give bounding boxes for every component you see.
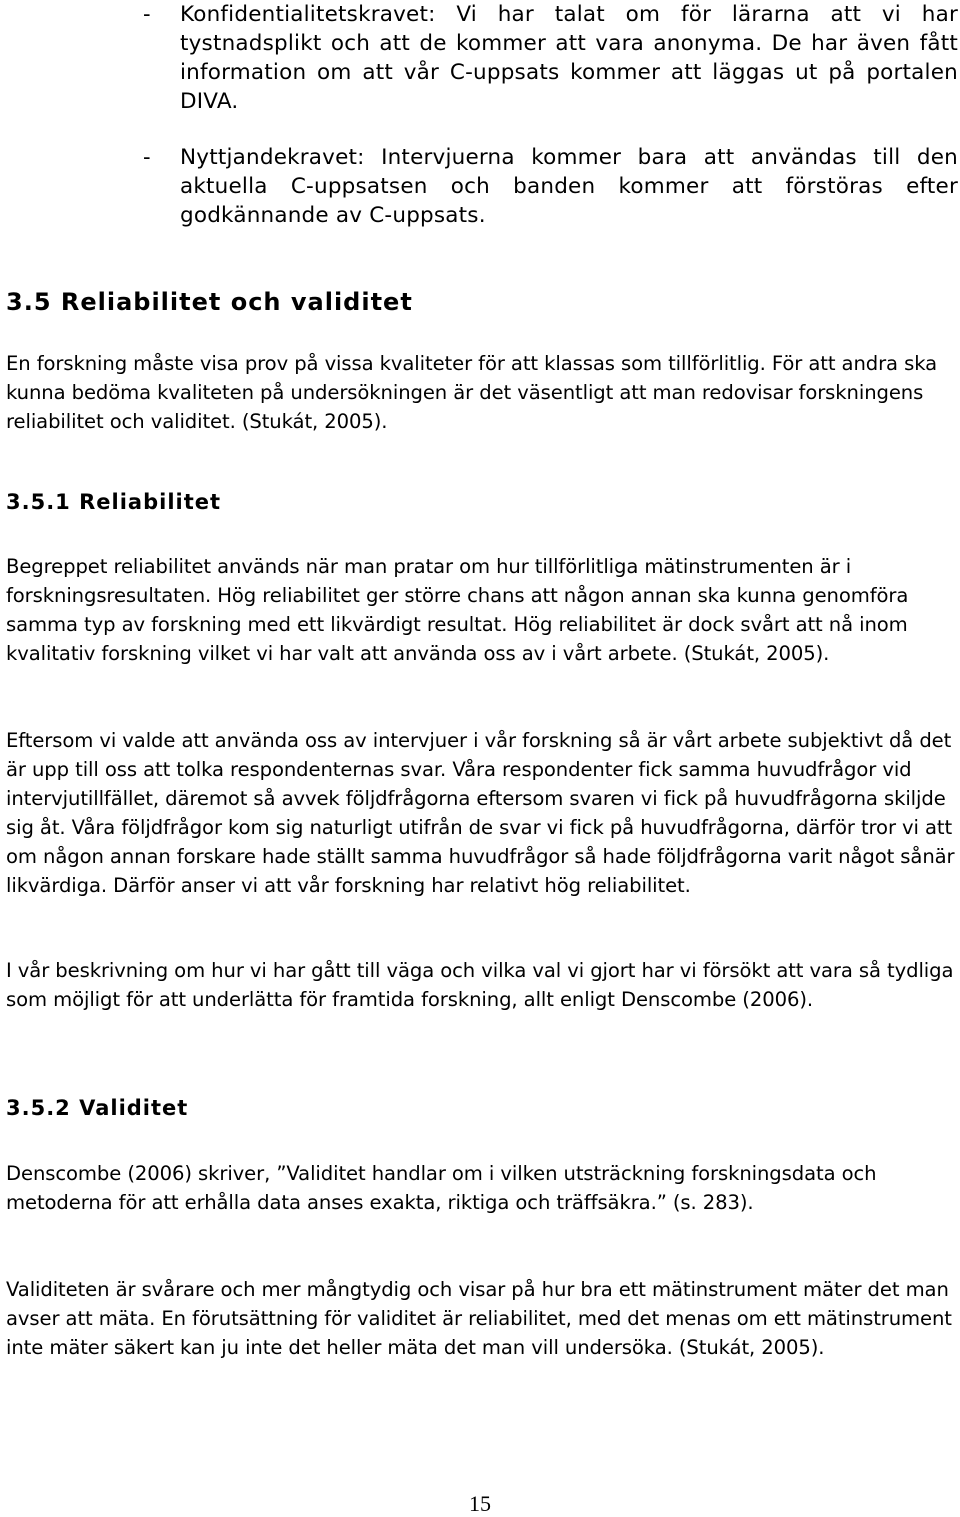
bullet-text-konfidentialitet: Konfidentialitetskravet: Vi har talat om för lärarna att vi har tystnadsplikt och att de kommer att vara anonyma. De har även fått information om att vår C-uppsats kommer att läggas ut på portalen DIVA. xyxy=(180,2,958,114)
paragraph-validitet-2: Validiteten är svårare och mer mångtydig och visar på hur bra ett mätinstrument mäter det man avser att mäta. En förutsättning för validitet är reliabilitet, med det menas om ett mätinstrument inte mäter säkert kan ju inte det heller mäta det man vill undersöka. (Stukát, 2005). xyxy=(6,1278,952,1359)
bullet-dash: - xyxy=(143,145,151,169)
section-heading-3-5: 3.5 Reliabilitet och validitet xyxy=(6,288,413,316)
paragraph-reliabilitet-3: I vår beskrivning om hur vi har gått till väga och vilka val vi gjort har vi försökt att vara så tydliga som möjligt för att underlätta för framtida forskning, allt enligt Denscombe (2006). xyxy=(6,959,954,1011)
page-number: 15 xyxy=(469,1491,491,1516)
bullet-dash: - xyxy=(143,2,151,26)
paragraph-validitet-1: Denscombe (2006) skriver, ”Validitet handlar om i vilken utsträckning forskningsdata och metoderna för att erhålla data anses exakta, riktiga och träffsäkra.” (s. 283). xyxy=(6,1162,877,1214)
section-heading-3-5-1: 3.5.1 Reliabilitet xyxy=(6,490,222,514)
paragraph-3-5-intro: En forskning måste visa prov på vissa kvaliteter för att klassas som tillförlitlig. För att andra ska kunna bedöma kvaliteten på undersökningen är det väsentligt att man redovisar forskningens reliabilitet och validitet. (Stukát, 2005). xyxy=(6,352,938,433)
bullet-text-nyttjande: Nyttjandekravet: Intervjuerna kommer bara att användas till den aktuella C-uppsatsen och banden kommer att förstöras efter godkännande av C-uppsats. xyxy=(180,145,958,228)
section-heading-3-5-2: 3.5.2 Validitet xyxy=(6,1096,189,1120)
paragraph-reliabilitet-1: Begreppet reliabilitet används när man pratar om hur tillförlitliga mätinstrumenten är i forskningsresultaten. Hög reliabilitet ger större chans att någon annan ska kunna genomföra samma typ av forskning med ett likvärdigt resultat. Hög reliabilitet är dock svårt att nå inom kvalitativ forskning vilket vi har valt att använda oss av i vårt arbete. (Stukát, 2005). xyxy=(6,555,909,665)
paragraph-reliabilitet-2: Eftersom vi valde att använda oss av intervjuer i vår forskning så är vårt arbete subjektivt då det är upp till oss att tolka respondenternas svar. Våra respondenter fick samma huvudfrågor vid intervjutillfället, däremot så avvek följdfrågorna eftersom svaren vi fick på huvudfrågorna skiljde sig åt. Våra följdfrågor kom sig naturligt utifrån de svar vi fick på huvudfrågorna, därför tror vi att om någon annan forskare hade ställt samma huvudfrågor så hade följdfrågorna varit något sånär likvärdiga. Därför anser vi att vår forskning har relativt hög reliabilitet. xyxy=(6,729,955,897)
